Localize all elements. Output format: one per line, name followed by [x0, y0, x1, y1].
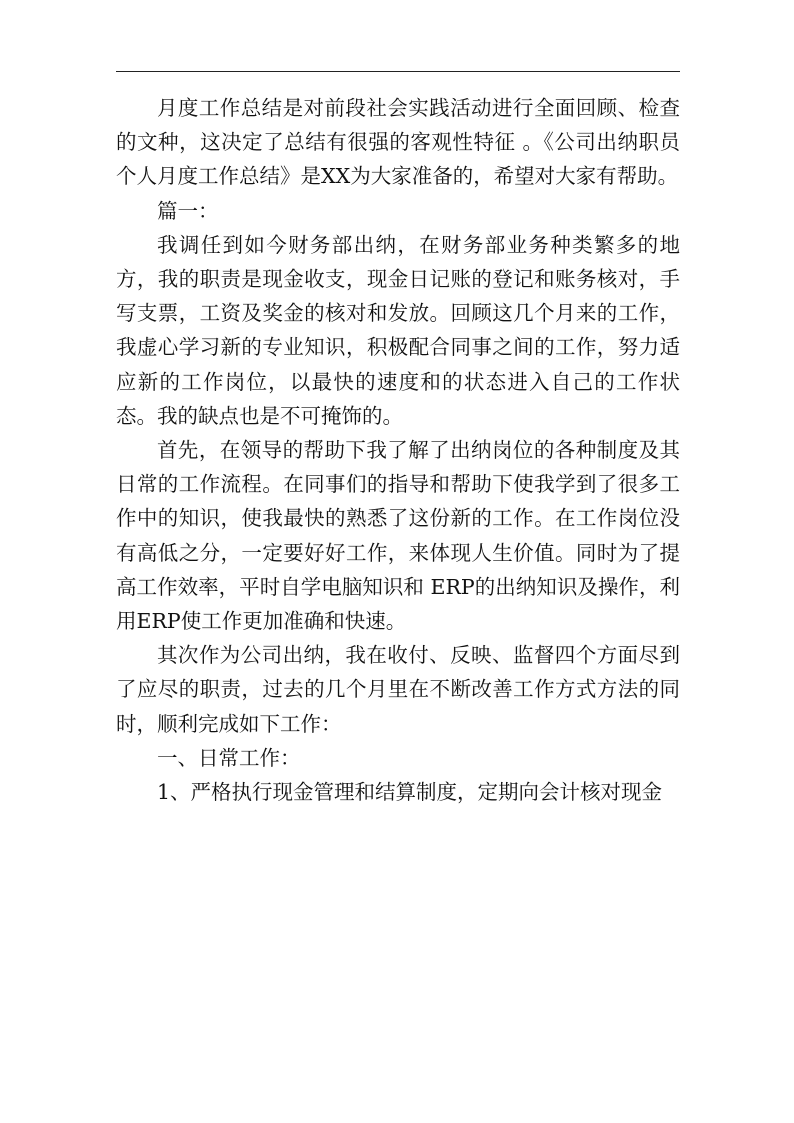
document-body: [116, 91, 680, 809]
section-heading-part-one: 篇一：: [157, 198, 219, 223]
list-item-cash-management: 1、严格执行现金管理和结算制度，定期向会计核对现金: [157, 780, 663, 805]
subheading-daily-work: 一、日常工作：: [157, 745, 301, 770]
paragraph-first-point: 首先，在领导的帮助下我了解了出纳岗位的各种制度及其日常的工作流程。在同事们的指导和帮助下使我学到了很多工作中的知识，使我最快的熟悉了这份新的工作。在工作岗位没有高低之分，一定要好好工作，来体现人生价值。同时为了提高工作效率，平时自学电脑知识和 ERP的出纳知识及操作，利用ERP使工作更加准确和快速。: [116, 438, 680, 634]
header-rule: [116, 71, 680, 72]
paragraph-intro: 月度工作总结是对前段社会实践活动进行全面回顾、检查的文种，这决定了总结有很强的客观性特征 。《公司出纳职员个人月度工作总结》是XX为大家准备的，希望对大家有帮助。: [116, 96, 680, 189]
paragraph-second-point: 其次作为公司出纳，我在收付、反映、监督四个方面尽到了应尽的职责，过去的几个月里在不断改善工作方式方法的同时，顺利完成如下工作：: [116, 643, 680, 736]
paragraph-job-description: 我调任到如今财务部出纳，在财务部业务种类繁多的地方，我的职责是现金收支，现金日记账的登记和账务核对，手写支票，工资及奖金的核对和发放。回顾这几个月来的工作，我虚心学习新的专业知识，积极配合同事之间的工作，努力适应新的工作岗位，以最快的速度和的状态进入自己的工作状态。我的缺点也是不可掩饰的。: [116, 232, 680, 428]
